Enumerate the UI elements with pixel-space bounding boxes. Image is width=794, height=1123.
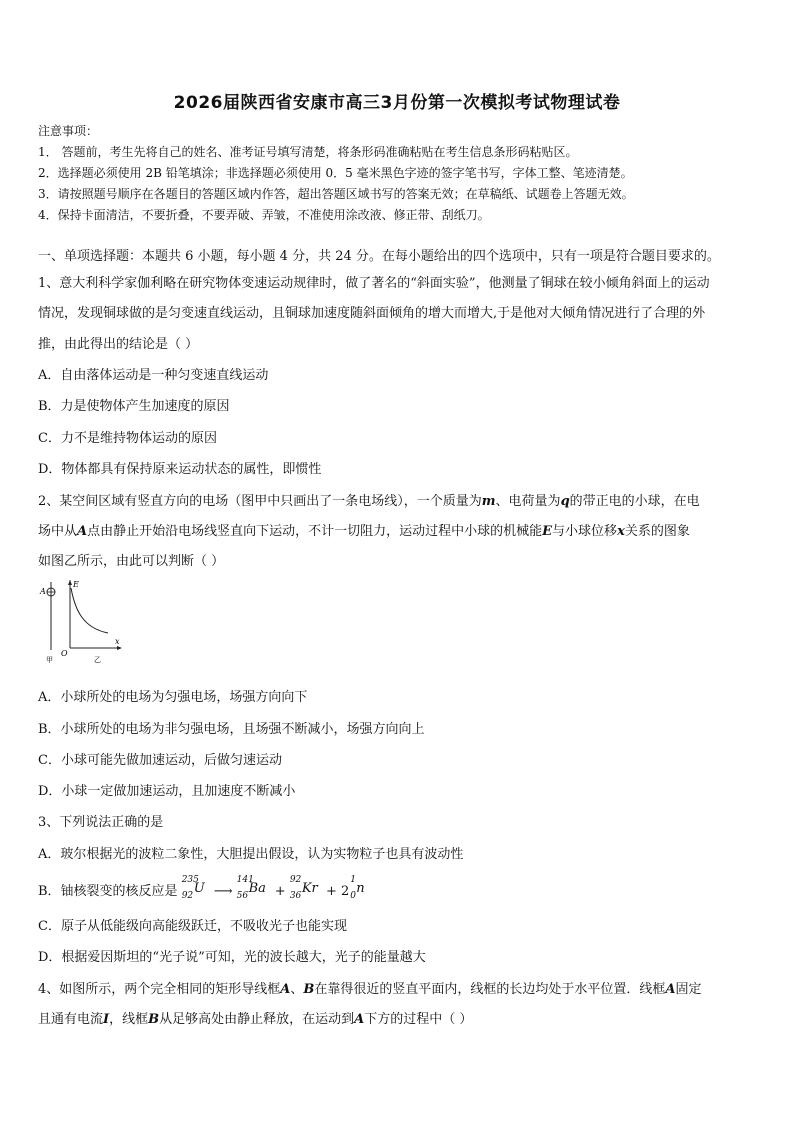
var-e: E [542, 524, 553, 539]
q2-stem-line-1 [38, 490, 700, 509]
q1-option-d: D．物体都具有保持原来运动状态的属性，即惯性 [38, 462, 322, 477]
q1-stem-line-1: 1、意大利科学家伽利略在研究物体变速运动规律时，做了著名的“斜面实验”，他测量了铜球在较小倾角斜面上的运动 [38, 276, 710, 291]
var-a: A [354, 1012, 365, 1027]
energy-curve [71, 588, 108, 633]
q3-option-c: C．原子从低能级向高能级跃迁，不吸收光子也能实现 [38, 919, 347, 934]
notice-item-2: 2．选择题必须使用 2B 铅笔填涂；非选择题必须使用 0．5 毫米黑色字迹的签字笔书写，字体工整、笔迹清楚。 [38, 166, 633, 180]
notice-item-1: 1． 答题前，考生先将自己的姓名、准考证号填写清楚，将条形码准确粘贴在考生信息条形码粘贴区。 [38, 145, 578, 159]
q1-stem-line-2: 情况，发现铜球做的是匀变速直线运动，且铜球加速度随斜面倾角的增大而增大,于是他对大倾角情况进行了合理的外 [38, 306, 706, 321]
q3-option-b [38, 875, 365, 901]
var-a: A [77, 524, 88, 539]
q4-stem-line-2: 且通有电流I，线框B从足够高处由静止释放，在运动到A下方的过程中（ ） [38, 1012, 473, 1027]
q2-figure [38, 580, 133, 665]
q3-option-b-label: B．铀核裂变的核反应是 [38, 884, 178, 899]
reaction-arrow: ⟶ [213, 884, 233, 899]
q1-option-c: C．力不是维持物体运动的原因 [38, 431, 217, 446]
q4-stem-line-1: 4、如图所示，两个完全相同的矩形导线框A、B在靠得很近的竖直平面内，线框的长边均处于水平位置．线框A固定 [38, 982, 702, 997]
var-q: q [560, 494, 570, 509]
label-yi: 乙 [94, 656, 101, 664]
var-b: B [303, 982, 315, 997]
neutron: 1 0 n [350, 875, 365, 901]
q2-option-d: D．小球一定做加速运动，且加速度不断减小 [38, 784, 296, 799]
notice-heading: 注意事项： [38, 124, 99, 138]
krypton-isotope: 92 36 Kr [289, 875, 318, 901]
var-b: B [148, 1012, 160, 1027]
q2-text: 2、某空间区域有竖直方向的电场（图甲中只画出了一条电场线），一个质量为 [38, 494, 482, 509]
q2-text: 、电荷量为 [495, 494, 561, 509]
nuclear-reaction: 235 92 U ⟶ 141 56 Ba + 92 36 Kr + 2 1 0 n [181, 875, 365, 901]
q2-option-c: C．小球可能先做加速运动，后做匀速运动 [38, 753, 282, 768]
q1-option-b: B．力是使物体产生加速度的原因 [38, 399, 230, 414]
q2-option-a: A．小球所处的电场为匀强电场，场强方向向下 [38, 690, 308, 705]
var-a: A [280, 982, 291, 997]
q1-stem-line-3: 推，由此得出的结论是（ ） [38, 337, 199, 352]
label-e: E [73, 580, 79, 589]
section-heading: 一、单项选择题：本题共 6 小题，每小题 4 分，共 24 分。在每小题给出的四个选项中，只有一项是符合题目要求的。 [38, 249, 720, 264]
uranium-isotope: 235 92 U [181, 875, 205, 901]
var-x: x [617, 524, 625, 539]
q3-option-d: D．根据爱因斯坦的“光子说”可知，光的波长越大，光子的能量越大 [38, 950, 426, 965]
var-i: I [103, 1012, 110, 1027]
barium-isotope: 141 56 Ba [236, 875, 266, 901]
label-jia: 甲 [46, 656, 53, 664]
notice-item-4: 4．保持卡面清洁，不要折叠，不要弄破、弄皱，不准使用涂改液、修正带、刮纸刀。 [38, 208, 490, 222]
var-a: A [665, 982, 676, 997]
q2-stem-line-2 [38, 520, 690, 539]
notice-item-3: 3．请按照题号顺序在各题目的答题区域内作答，超出答题区域书写的答案无效；在草稿纸、试题卷上答题无效。 [38, 187, 634, 201]
q1-option-a: A．自由落体运动是一种匀变速直线运动 [38, 368, 269, 383]
q2-text: 场中从 [38, 524, 78, 539]
q3-stem: 3、下列说法正确的是 [38, 815, 164, 830]
q2-text: 关系的图象 [624, 524, 690, 539]
label-x: x [115, 637, 120, 646]
label-o: O [61, 649, 68, 658]
q2-stem-line-3: 如图乙所示，由此可以判断（ ） [38, 554, 225, 569]
q2-option-b: B．小球所处的电场为非匀强电场，且场强不断减小，场强方向向上 [38, 722, 425, 737]
label-a: A [40, 587, 46, 596]
q2-text: 与小球位移 [552, 524, 618, 539]
q2-text: 点由静止开始沿电场线竖直向下运动，不计一切阻力，运动过程中小球的机械能 [87, 524, 543, 539]
var-m: m [481, 494, 496, 509]
q2-text: 的带正电的小球，在电 [569, 494, 700, 509]
q3-option-a: A．玻尔根据光的波粒二象性，大胆提出假设，认为实物粒子也具有波动性 [38, 847, 464, 862]
page-title: 2026届陕西省安康市高三3月份第一次模拟考试物理试卷 [173, 93, 621, 113]
